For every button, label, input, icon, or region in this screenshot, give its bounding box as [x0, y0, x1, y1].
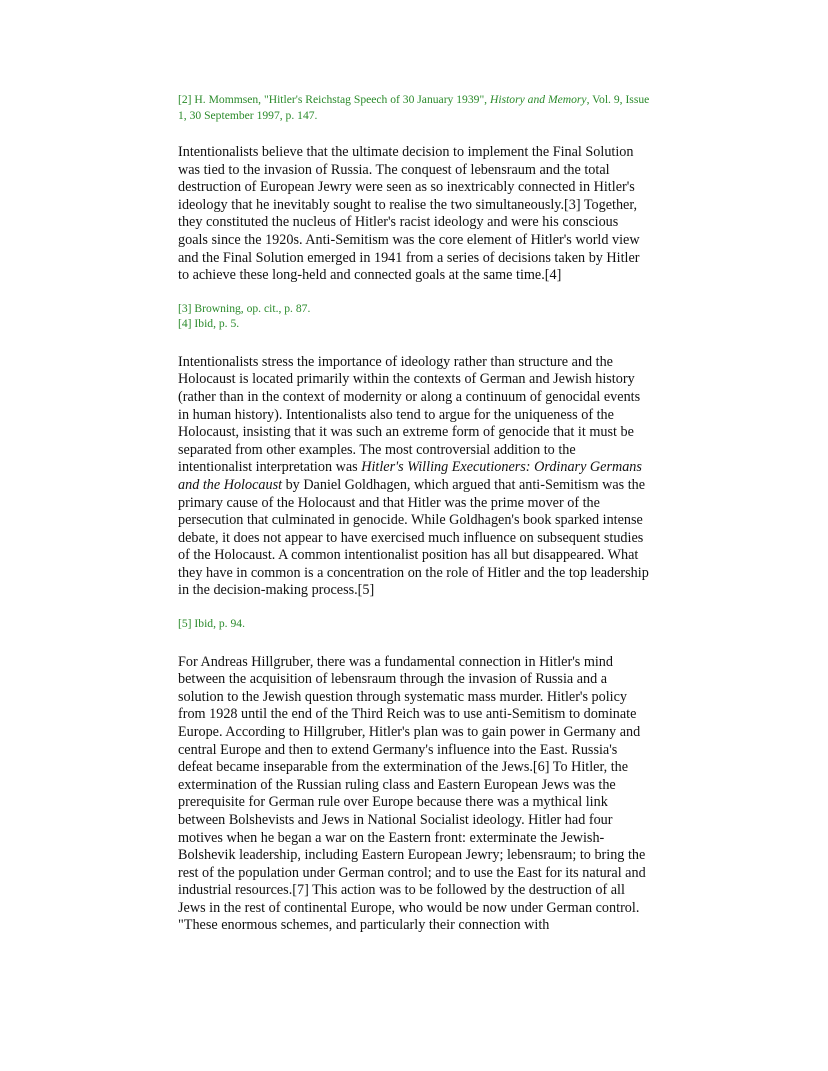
footnote-3: [3] Browning, op. cit., p. 87. [178, 301, 311, 315]
paragraph-intentionalists-final-solution: Intentionalists believe that the ultimate decision to implement the Final Solution was tied to the invasion of Russia. The conquest of lebensraum and the total destruction of European Jewry were seen as so inextricably connected in Hitler's ideology that he inevitably sought to realise the two simultaneously.[3] Together, they constituted the nucleus of Hitler's racist ideology and were his conscious goals since the 1920s. Anti-Semitism was the core element of Hitler's world view and the Final Solution emerged in 1941 from a series of decisions taken by Hitler to achieve these long-held and connected goals at the same time.[4] [178, 144, 640, 284]
footnote-group-3-4 [178, 301, 650, 332]
footnote-group-5 [178, 616, 650, 632]
book-title: Hitler's Willing Executioners: Ordinary Germans and the Holocaust [178, 459, 642, 493]
paragraph-2-text-b: by Daniel Goldhagen, which argued that anti-Semitism was the primary cause of the Holocaust and that Hitler was the prime mover of the persecution that culminated in genocide. While Goldhagen's book sparked intense debate, it does not appear to have exercised much influence on subsequent studies of the Holocaust. A common intentionalist position has all but disappeared. What they have in common is a concentration on the role of Hitler and the top leadership in the decision-making process.[5] [178, 476, 649, 599]
footnote-5: [5] Ibid, p. 94. [178, 617, 245, 631]
footnote-2-journal-title: History and Memory [489, 93, 587, 106]
paragraph-intentionalists-ideology [178, 354, 650, 600]
footnote-2 [178, 92, 650, 123]
paragraph-hillgruber: For Andreas Hillgruber, there was a fundamental connection in Hitler's mind between the acquisition of lebensraum through the invasion of Russia and a solution to the Jewish question through systematic mass murder. Hitler's policy from 1928 until the end of the Third Reich was to use anti-Semitism to dominate Europe. According to Hillgruber, Hitler's plan was to gain power in Germany and central Europe and then to extend Germany's influence into the East. Russia's defeat became inseparable from the extermination of the Jews.[6] To Hitler, the extermination of the Russian ruling class and Eastern European Jews was the prerequisite for German rule over Europe because there was a mythical link between Bolshevists and Jews in National Socialist ideology. Hitler had four motives when he began a war on the Eastern front: exterminate the Jewish-Bolshevik leadership, including Eastern European Jewry; lebensraum; to bring the rest of the population under German control; and to use the East for its natural and industrial resources.[7] This action was to be followed by the destruction of all Jews in the rest of continental Europe, who would be now under German control. "These enormous schemes, and particularly their connection with [178, 653, 646, 934]
footnote-2-text: [2] H. Mommsen, "Hitler's Reichstag Speech of 30 January 1939", [178, 93, 490, 106]
document-body [178, 92, 650, 951]
footnote-4: [4] Ibid, p. 5. [178, 317, 240, 331]
footnote-2-details: , Vol. 9, Issue 1, 30 September 1997, p. 147. [178, 93, 650, 122]
paragraph-2-text-a: Intentionalists stress the importance of ideology rather than structure and the Holocaust is located primarily within the contexts of German and Jewish history (rather than in the context of modernity or along a continuum of genocidal events in human history). Intentionalists also tend to argue for the uniqueness of the Holocaust, insisting that it was such an extreme form of genocide that it must be separated from other examples. The most controversial addition to the intentionalist interpretation was [178, 353, 641, 476]
